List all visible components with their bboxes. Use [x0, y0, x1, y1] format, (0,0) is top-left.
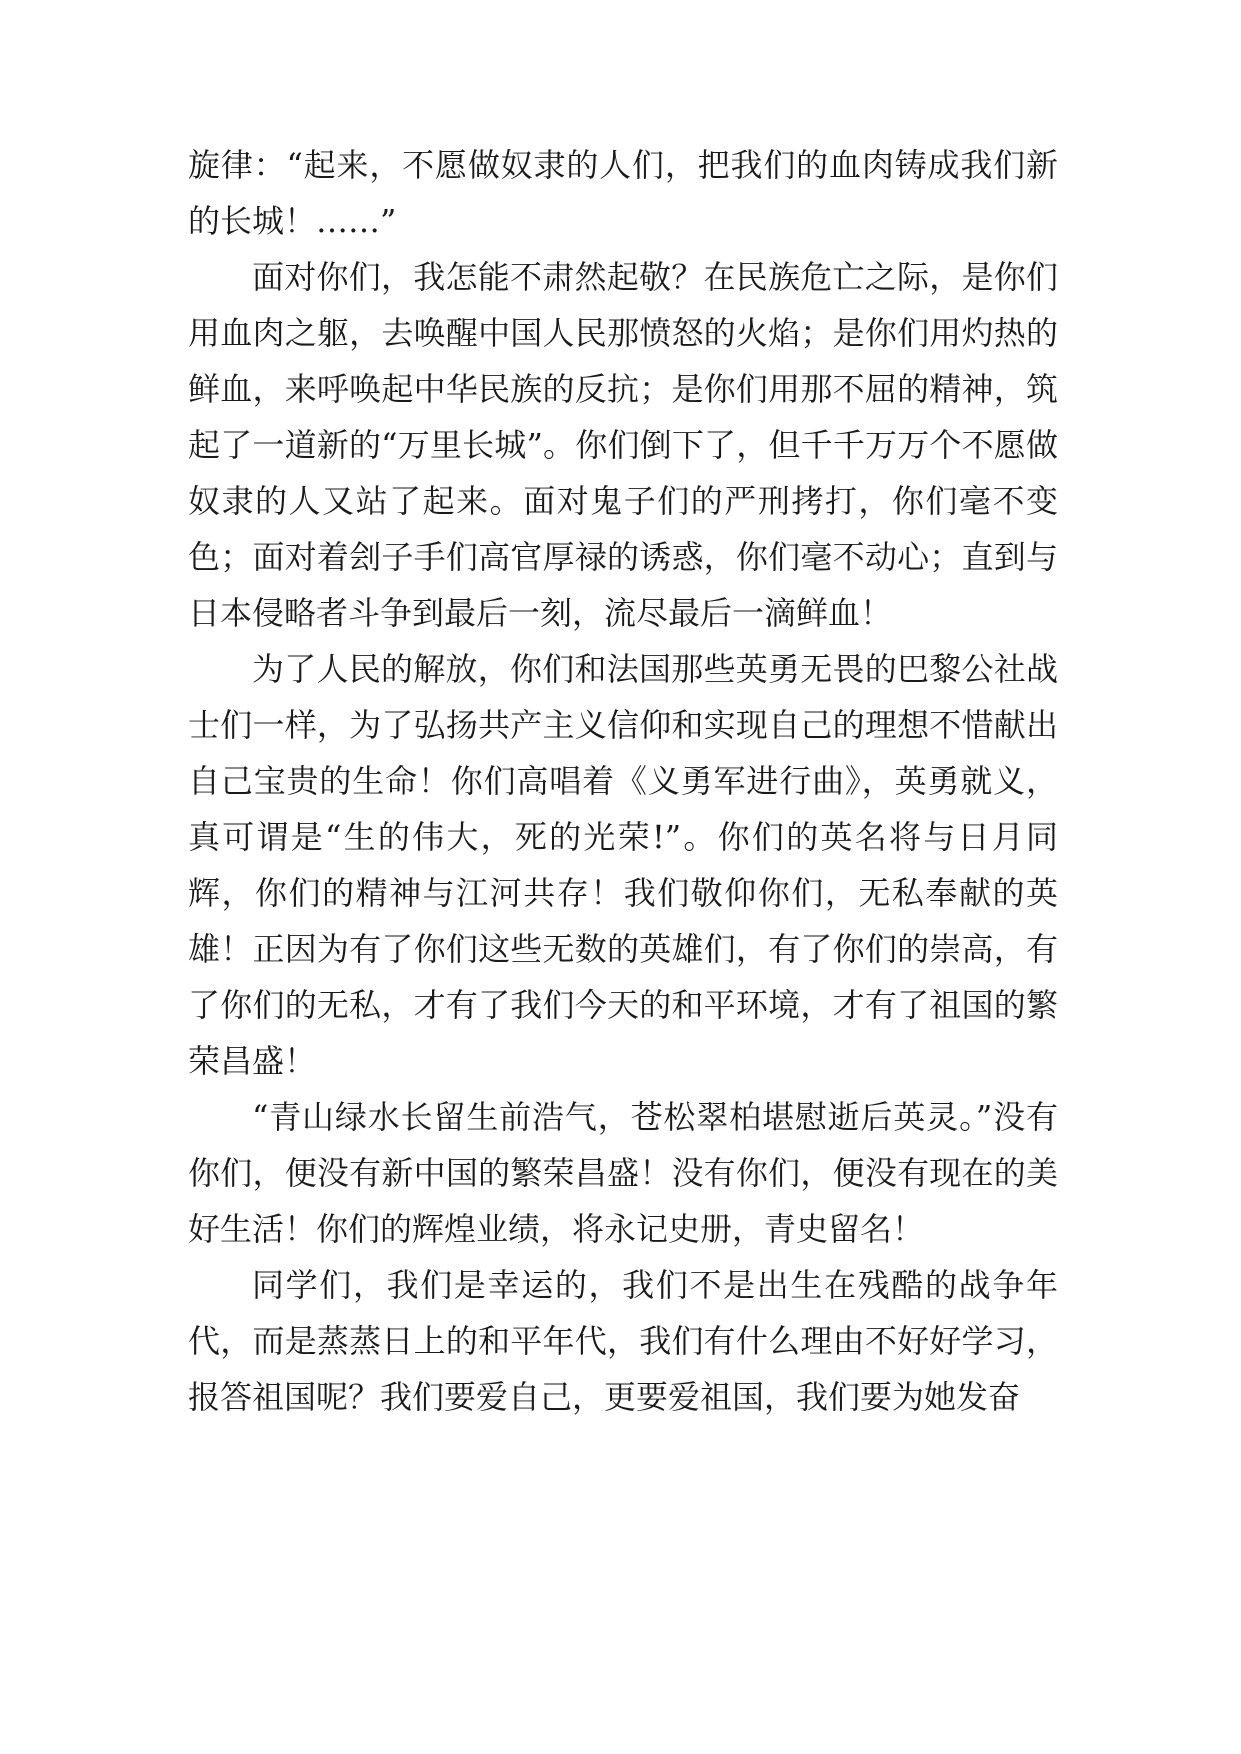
paragraph: “青山绿水长留生前浩气，苍松翠柏堪慰逝后英灵。”没有你们，便没有新中国的繁荣昌盛！没有你们，便没有现在的美好生活！你们的辉煌业绩，将永记史册，青史留名！ — [188, 1098, 1058, 1248]
paragraph: 为了人民的解放，你们和法国那些英勇无畏的巴黎公社战士们一样，为了弘扬共产主义信仰和实现自己的理想不惜献出自己宝贵的生命！你们高唱着《义勇军进行曲》，英勇就义，真可谓是“生的伟大，死的光荣!”。你们的英名将与日月同辉，你们的精神与江河共存！我们敬仰你们，无私奉献的英雄！正因为有了你们这些无数的英雄们，有了你们的崇高，有了你们的无私，才有了我们今天的和平环境，才有了祖国的繁荣昌盛！ — [188, 650, 1058, 1080]
paragraph: 同学们，我们是幸运的，我们不是出生在残酷的战争年代，而是蒸蒸日上的和平年代，我们有什么理由不好好学习，报答祖国呢？我们要爱自己，更要爱祖国，我们要为她发奋 — [188, 1266, 1058, 1416]
paragraph-continuation: 旋律：“起来，不愿做奴隶的人们，把我们的血肉铸成我们新的长城！……” — [188, 146, 1058, 240]
document-page — [188, 137, 1058, 1425]
paragraph: 面对你们，我怎能不肃然起敬？在民族危亡之际，是你们用血肉之躯，去唤醒中国人民那愤怒的火焰；是你们用灼热的鲜血，来呼唤起中华民族的反抗；是你们用那不屈的精神，筑起了一道新的“万里长城”。你们倒下了，但千千万万个不愿做奴隶的人又站了起来。面对鬼子们的严刑拷打，你们毫不变色；面对着刽子手们高官厚禄的诱惑，你们毫不动心；直到与日本侵略者斗争到最后一刻，流尽最后一滴鲜血！ — [188, 258, 1058, 632]
